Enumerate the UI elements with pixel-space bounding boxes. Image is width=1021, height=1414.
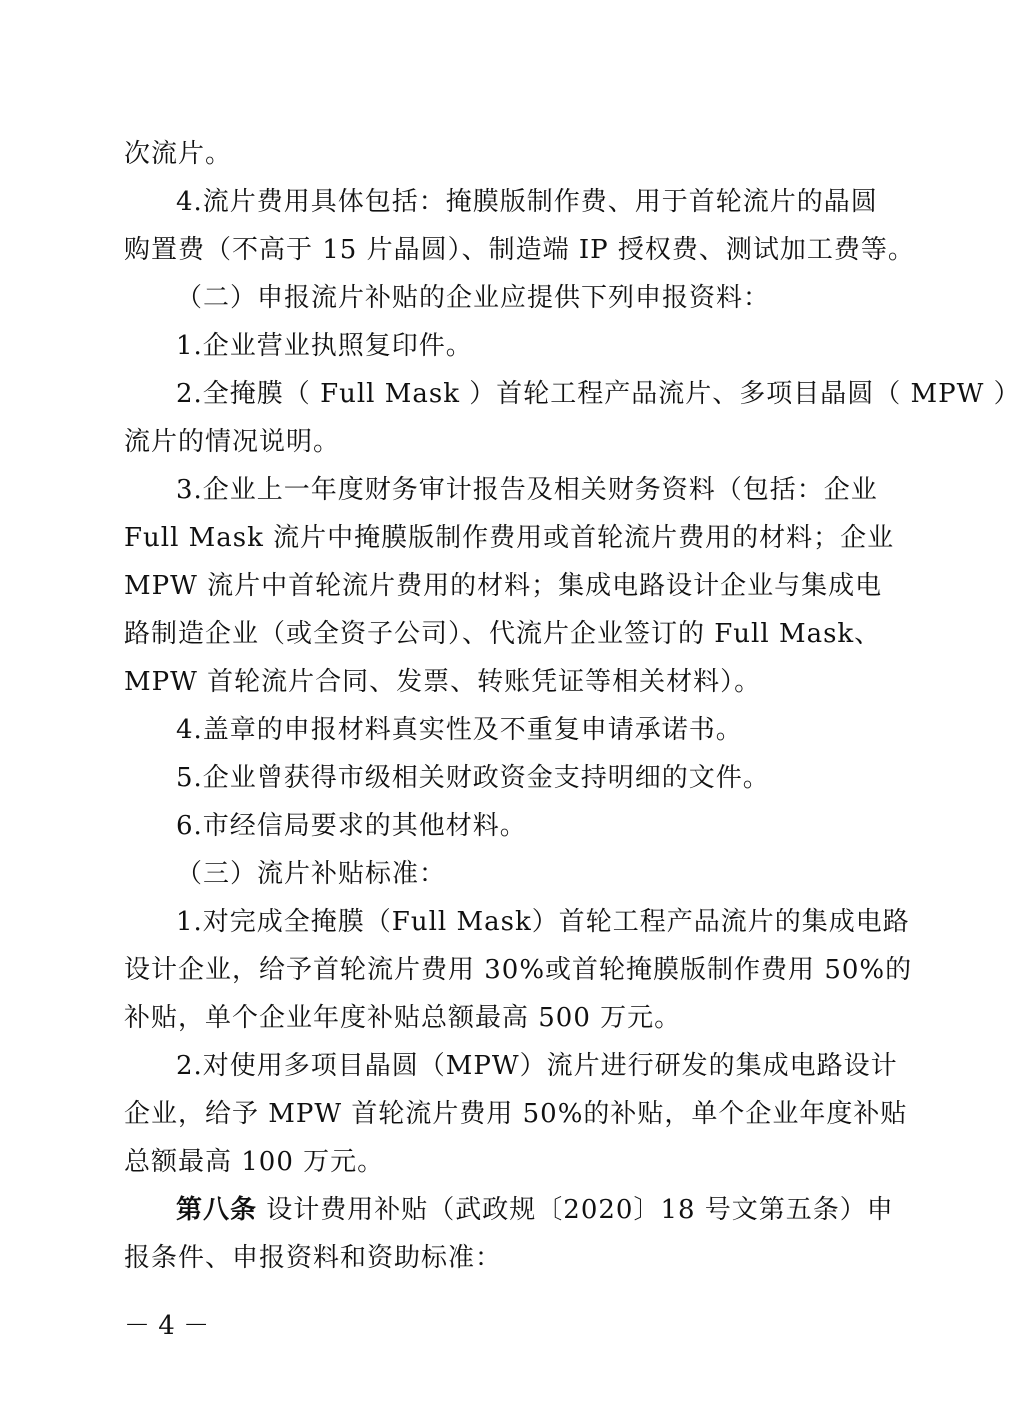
list-item: 5.企业曾获得市级相关财政资金支持明细的文件。 bbox=[176, 763, 770, 793]
document-body bbox=[124, 130, 1021, 1282]
article-number: 第八条 bbox=[176, 1195, 258, 1225]
section-heading: （三）流片补贴标准： bbox=[176, 859, 447, 889]
paragraph-line: MPW 流片中首轮流片费用的材料；集成电路设计企业与集成电 bbox=[124, 571, 883, 601]
paragraph-line: 购置费（不高于 15 片晶圆）、制造端 IP 授权费、测试加工费等。 bbox=[124, 235, 915, 265]
list-item: 1.对完成全掩膜（Full Mask）首轮工程产品流片的集成电路 bbox=[176, 907, 910, 937]
article-heading-line bbox=[124, 1186, 894, 1234]
paragraph-line: 次流片。 bbox=[124, 139, 233, 169]
list-item: 2.全掩膜（ Full Mask ）首轮工程产品流片、多项目晶圆（ MPW ） bbox=[176, 379, 1021, 409]
page-number: － 4 － bbox=[124, 1311, 210, 1341]
paragraph-line: 企业，给予 MPW 首轮流片费用 50%的补贴，单个企业年度补贴 bbox=[124, 1099, 908, 1129]
paragraph-line: 报条件、申报资料和资助标准： bbox=[124, 1243, 503, 1273]
paragraph-line: 设计企业，给予首轮流片费用 30%或首轮掩膜版制作费用 50%的 bbox=[124, 955, 913, 985]
paragraph-line: 路制造企业（或全资子公司）、代流片企业签订的 Full Mask、 bbox=[124, 619, 882, 649]
paragraph-line: 流片的情况说明。 bbox=[124, 427, 341, 457]
section-heading: （二）申报流片补贴的企业应提供下列申报资料： bbox=[176, 283, 771, 313]
paragraph-line: 4.流片费用具体包括：掩膜版制作费、用于首轮流片的晶圆 bbox=[176, 187, 878, 217]
article-title: 设计费用补贴（武政规〔2020〕18 号文第五条）申 bbox=[266, 1195, 894, 1225]
paragraph-line: Full Mask 流片中掩膜版制作费用或首轮流片费用的材料；企业 bbox=[124, 523, 895, 553]
list-item: 3.企业上一年度财务审计报告及相关财务资料（包括：企业 bbox=[176, 475, 878, 505]
paragraph-line: MPW 首轮流片合同、发票、转账凭证等相关材料）。 bbox=[124, 667, 762, 697]
list-item: 1.企业营业执照复印件。 bbox=[176, 331, 473, 361]
paragraph-line: 总额最高 100 万元。 bbox=[124, 1147, 385, 1177]
paragraph-line: 补贴，单个企业年度补贴总额最高 500 万元。 bbox=[124, 1003, 682, 1033]
list-item: 6.市经信局要求的其他材料。 bbox=[176, 811, 527, 841]
list-item: 4.盖章的申报材料真实性及不重复申请承诺书。 bbox=[176, 715, 743, 745]
list-item: 2.对使用多项目晶圆（MPW）流片进行研发的集成电路设计 bbox=[176, 1051, 898, 1081]
